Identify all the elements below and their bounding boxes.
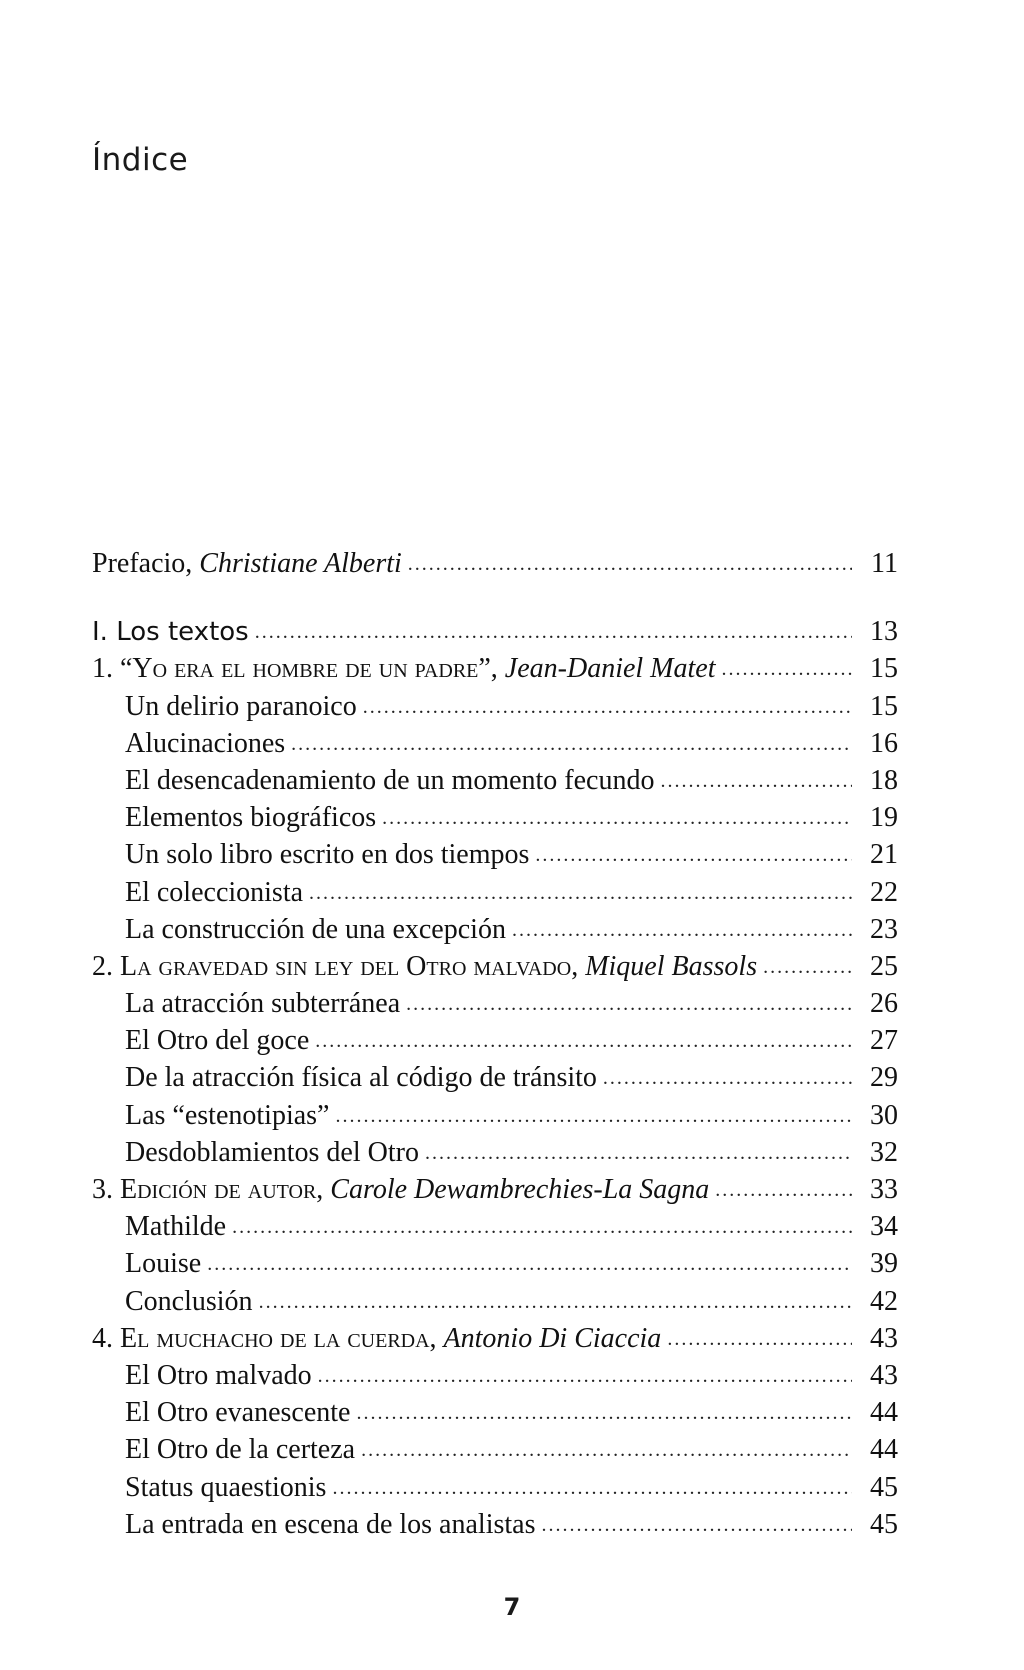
- toc-entry-title: [92, 762, 654, 799]
- toc-entry: [92, 836, 898, 873]
- toc-entry-page: 45: [870, 1508, 898, 1540]
- toc-entry: [92, 1320, 898, 1357]
- table-of-contents: [92, 545, 898, 1543]
- toc-entry-page: 30: [870, 1099, 898, 1131]
- toc-entry-title: [92, 1022, 309, 1059]
- toc-entry-label: Elementos biográficos: [125, 802, 377, 834]
- toc-entry: [92, 799, 898, 836]
- toc-entry-author: Jean-Daniel Matet: [504, 653, 716, 685]
- toc-entry-label: Un delirio paranoico: [125, 690, 357, 722]
- toc-entry-title: [92, 545, 402, 582]
- dot-leader: [232, 1209, 852, 1246]
- toc-entry: [92, 1059, 898, 1096]
- dot-leader: [603, 1060, 852, 1097]
- toc-entry: [92, 613, 898, 650]
- toc-entry-title: [92, 1394, 350, 1431]
- toc-entry-title: [92, 1506, 535, 1543]
- toc-entry-label: Las “estenotipias”: [125, 1099, 330, 1131]
- dot-leader: [363, 689, 852, 726]
- toc-entry-label: El Otro malvado: [125, 1359, 312, 1391]
- toc-entry-page: 19: [870, 802, 898, 834]
- dot-leader: [291, 726, 852, 763]
- toc-entry-number: 4.: [92, 1322, 120, 1354]
- toc-entry-title: [92, 1245, 201, 1282]
- toc-entry: [92, 1097, 898, 1134]
- toc-entry-title: [92, 948, 757, 985]
- toc-entry: [92, 1506, 898, 1543]
- toc-entry-title: [92, 836, 529, 873]
- toc-entry: [92, 1431, 898, 1468]
- toc-entry-label: El Otro de la certeza: [125, 1434, 356, 1466]
- dot-leader: [318, 1358, 852, 1395]
- toc-entry-title: [92, 1208, 226, 1245]
- dot-leader: [667, 1321, 852, 1358]
- dot-leader: [512, 912, 852, 949]
- toc-entry-page: 43: [870, 1359, 898, 1391]
- toc-entry: [92, 1394, 898, 1431]
- toc-entry-label: Conclusión: [125, 1285, 253, 1317]
- toc-entry-number: 2.: [92, 950, 120, 982]
- toc-entry-title: [92, 1357, 312, 1394]
- toc-entry-label: Mathilde: [125, 1211, 227, 1243]
- toc-entry-author: Carole Dewambrechies-La Sagna: [330, 1174, 710, 1205]
- toc-entry-title: [92, 799, 376, 836]
- toc-entry-label: El coleccionista: [125, 876, 304, 908]
- toc-entry: [92, 911, 898, 948]
- toc-entry-label: La atracción subterránea: [125, 988, 401, 1020]
- toc-entry: [92, 725, 898, 762]
- toc-entry-page: 21: [870, 839, 898, 871]
- toc-entry-title: [92, 688, 357, 725]
- toc-entry-label: “Yo era el hombre de un padre”,: [120, 653, 505, 685]
- toc-entry-page: 44: [870, 1397, 898, 1429]
- toc-entry: [92, 985, 898, 1022]
- toc-entry-title: [92, 911, 506, 948]
- toc-entry: [92, 1357, 898, 1394]
- toc-entry-title: [92, 1171, 709, 1208]
- toc-entry: [92, 1283, 898, 1320]
- dot-leader: [335, 1098, 852, 1135]
- toc-entry-label: El desencadenamiento de un momento fecundo: [125, 764, 655, 796]
- toc-entry-page: 29: [870, 1062, 898, 1094]
- toc-entry-page: 33: [870, 1174, 898, 1205]
- toc-entry-label: La construcción de una excepción: [125, 913, 506, 945]
- toc-entry: [92, 1022, 898, 1059]
- toc-entry-page: 45: [870, 1471, 898, 1503]
- dot-leader: [382, 800, 852, 837]
- page-number: 7: [503, 1593, 521, 1621]
- toc-entry: [92, 545, 898, 582]
- toc-entry-label: Desdoblamientos del Otro: [125, 1136, 419, 1168]
- dot-leader: [535, 837, 852, 874]
- dot-leader: [259, 1284, 852, 1321]
- toc-entry: [92, 650, 898, 687]
- toc-entry-title: [92, 1283, 253, 1320]
- page-title: Índice: [92, 142, 189, 178]
- dot-leader: [207, 1246, 852, 1283]
- toc-entry-page: 32: [870, 1136, 898, 1168]
- toc-entry-title: [92, 614, 249, 651]
- dot-leader: [309, 875, 852, 912]
- toc-entry-title: [92, 1134, 419, 1171]
- toc-entry-page: 22: [870, 876, 898, 908]
- dot-leader: [715, 1172, 852, 1209]
- toc-entry: [92, 1171, 898, 1208]
- toc-entry-title: [92, 1059, 597, 1096]
- toc-entry-page: 39: [870, 1248, 898, 1280]
- toc-entry: [92, 1245, 898, 1282]
- toc-entry: [92, 874, 898, 911]
- toc-entry-number: 3.: [92, 1174, 120, 1205]
- dot-leader: [541, 1507, 852, 1544]
- toc-entry-page: 43: [870, 1322, 898, 1354]
- toc-entry-label: Alucinaciones: [125, 727, 286, 759]
- dot-leader: [406, 986, 852, 1023]
- toc-entry: [92, 1134, 898, 1171]
- toc-entry-label: Edición de autor,: [120, 1174, 331, 1205]
- toc-entry-author: Antonio Di Ciaccia: [443, 1322, 662, 1354]
- toc-entry-title: [92, 1320, 661, 1357]
- dot-leader: [722, 651, 853, 688]
- toc-entry: [92, 762, 898, 799]
- dot-leader: [408, 546, 852, 583]
- toc-entry-number: 1.: [92, 653, 120, 685]
- toc-entry-page: 23: [870, 913, 898, 945]
- toc-entry-page: 25: [870, 950, 898, 982]
- toc-entry-label: La gravedad sin ley del Otro malvado,: [120, 950, 586, 982]
- toc-entry-author: Miquel Bassols: [585, 950, 758, 982]
- toc-entry-page: 26: [870, 988, 898, 1020]
- toc-entry-label: Prefacio,: [92, 548, 200, 579]
- toc-entry-page: 44: [870, 1434, 898, 1466]
- toc-entry-page: 15: [870, 690, 898, 722]
- toc-entry-title: [92, 1431, 355, 1468]
- dot-leader: [425, 1135, 852, 1172]
- toc-entry-label: El muchacho de la cuerda,: [120, 1322, 444, 1354]
- toc-entry-label: El Otro evanescente: [125, 1397, 351, 1429]
- toc-entry-page: 18: [870, 764, 898, 796]
- toc-entry-page: 11: [871, 548, 898, 579]
- toc-entry-label: La entrada en escena de los analistas: [125, 1508, 536, 1540]
- toc-entry-page: 42: [870, 1285, 898, 1317]
- dot-leader: [315, 1023, 852, 1060]
- dot-leader: [361, 1432, 852, 1469]
- toc-entry-title: [92, 1469, 326, 1506]
- dot-leader: [332, 1470, 852, 1507]
- dot-leader: [763, 949, 852, 986]
- toc-entry-page: 13: [870, 616, 898, 648]
- toc-entry-page: 15: [870, 653, 898, 685]
- toc-entry: [92, 688, 898, 725]
- toc-entry-label: Status quaestionis: [125, 1471, 327, 1503]
- toc-entry-number: I.: [92, 617, 117, 648]
- toc-entry-author: Christiane Alberti: [199, 548, 402, 579]
- dot-leader: [255, 614, 852, 651]
- toc-entry-label: Un solo libro escrito en dos tiempos: [125, 839, 530, 871]
- dot-leader: [660, 763, 852, 800]
- toc-entry: [92, 1469, 898, 1506]
- toc-entry: [92, 948, 898, 985]
- toc-entry-label: Los textos: [116, 617, 249, 648]
- toc-entry-label: El Otro del goce: [125, 1025, 310, 1057]
- toc-entry-page: 34: [870, 1211, 898, 1243]
- toc-entry-title: [92, 874, 303, 911]
- toc-entry-title: [92, 985, 400, 1022]
- toc-entry-title: [92, 650, 716, 687]
- toc-entry-title: [92, 1097, 329, 1134]
- toc-entry-page: 16: [870, 727, 898, 759]
- dot-leader: [356, 1395, 852, 1432]
- toc-entry-title: [92, 725, 285, 762]
- toc-entry-label: De la atracción física al código de tránsito: [125, 1062, 597, 1094]
- toc-entry: [92, 1208, 898, 1245]
- toc-entry-page: 27: [870, 1025, 898, 1057]
- toc-entry-label: Louise: [125, 1248, 202, 1280]
